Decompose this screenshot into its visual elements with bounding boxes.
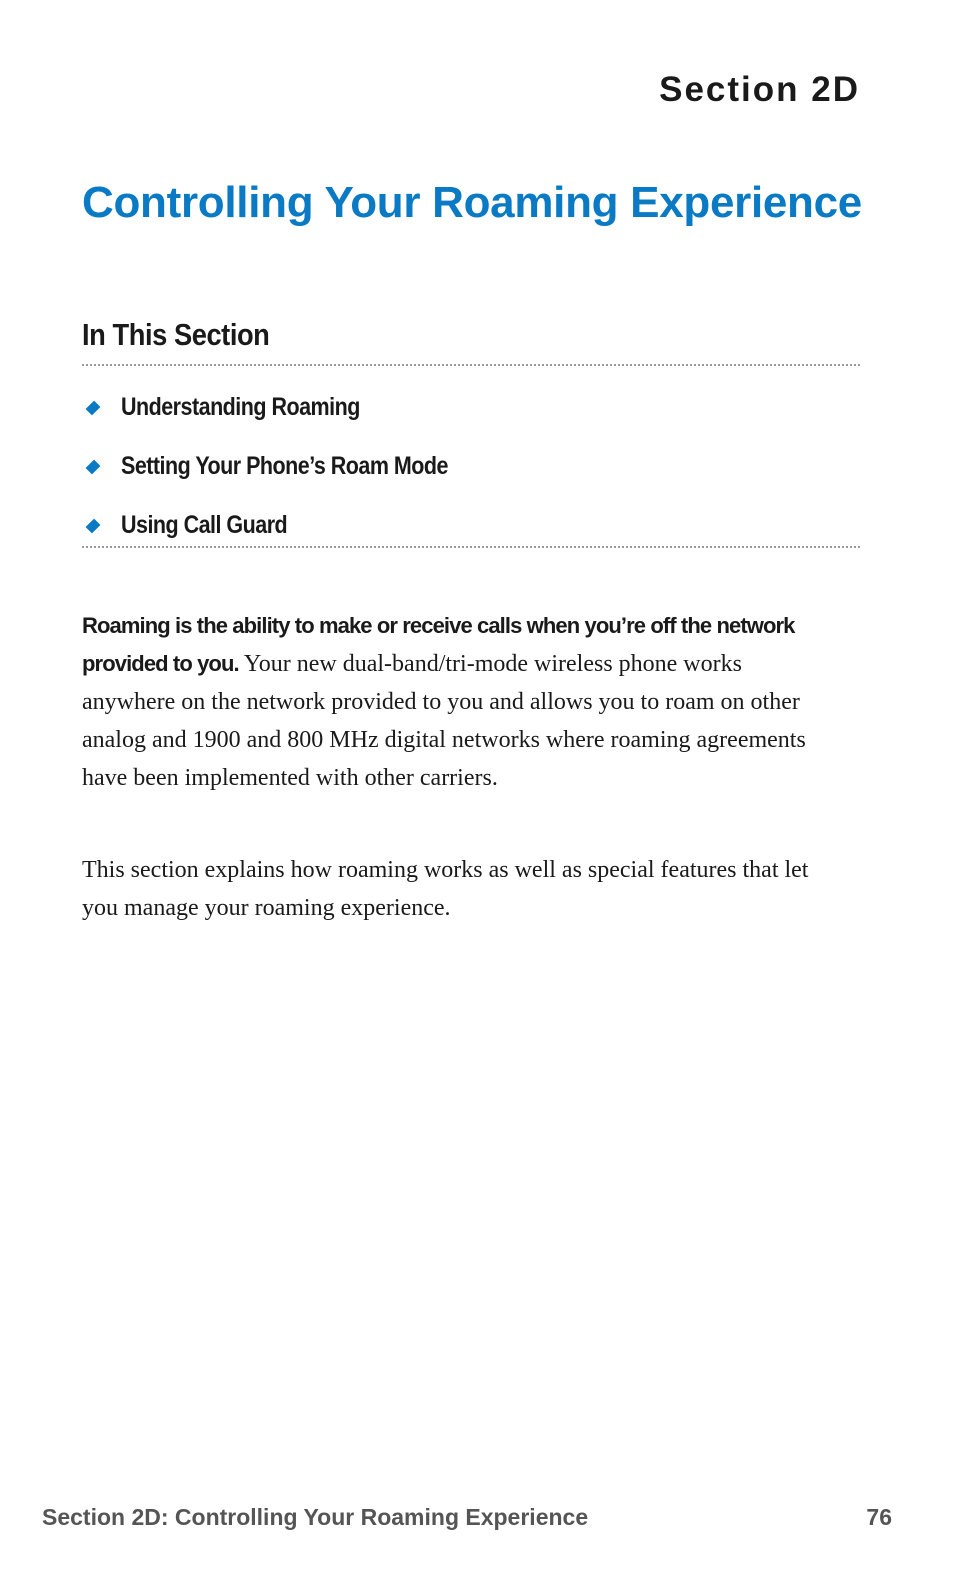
- toc-item-label: Setting Your Phone’s Roam Mode: [121, 452, 448, 480]
- footer-title: Section 2D: Controlling Your Roaming Experience: [42, 1504, 589, 1530]
- diamond-icon: [86, 400, 101, 415]
- diamond-icon: [86, 518, 101, 533]
- toc-item: [82, 378, 860, 437]
- section-label: Section 2D: [659, 70, 860, 109]
- intro-body-text: Your new dual-band/tri-mode wireless phone works anywhere on the network provided to you and allows you to roam on other analog and 1900 and 800 MHz digital networks where roaming agreements have been implemented with other carriers.: [82, 651, 806, 791]
- page-number: 76: [866, 1504, 892, 1530]
- toc-list: [82, 378, 860, 555]
- page-title: Controlling Your Roaming Experience: [82, 178, 862, 227]
- toc-top-divider: [82, 364, 860, 366]
- toc-heading: In This Section: [82, 317, 270, 352]
- toc-item-label: Using Call Guard: [121, 511, 288, 539]
- diamond-icon: [86, 459, 101, 474]
- intro-paragraph: [82, 607, 817, 797]
- toc-item-label: Understanding Roaming: [121, 393, 360, 421]
- toc-item: [82, 437, 860, 496]
- intro-lead-in: Roaming is the ability to make or receive calls when you’re off the network provided to you.: [82, 613, 795, 676]
- toc-bottom-divider: [82, 546, 860, 548]
- summary-paragraph: This section explains how roaming works as well as special features that let you manage your roaming experience.: [82, 857, 809, 921]
